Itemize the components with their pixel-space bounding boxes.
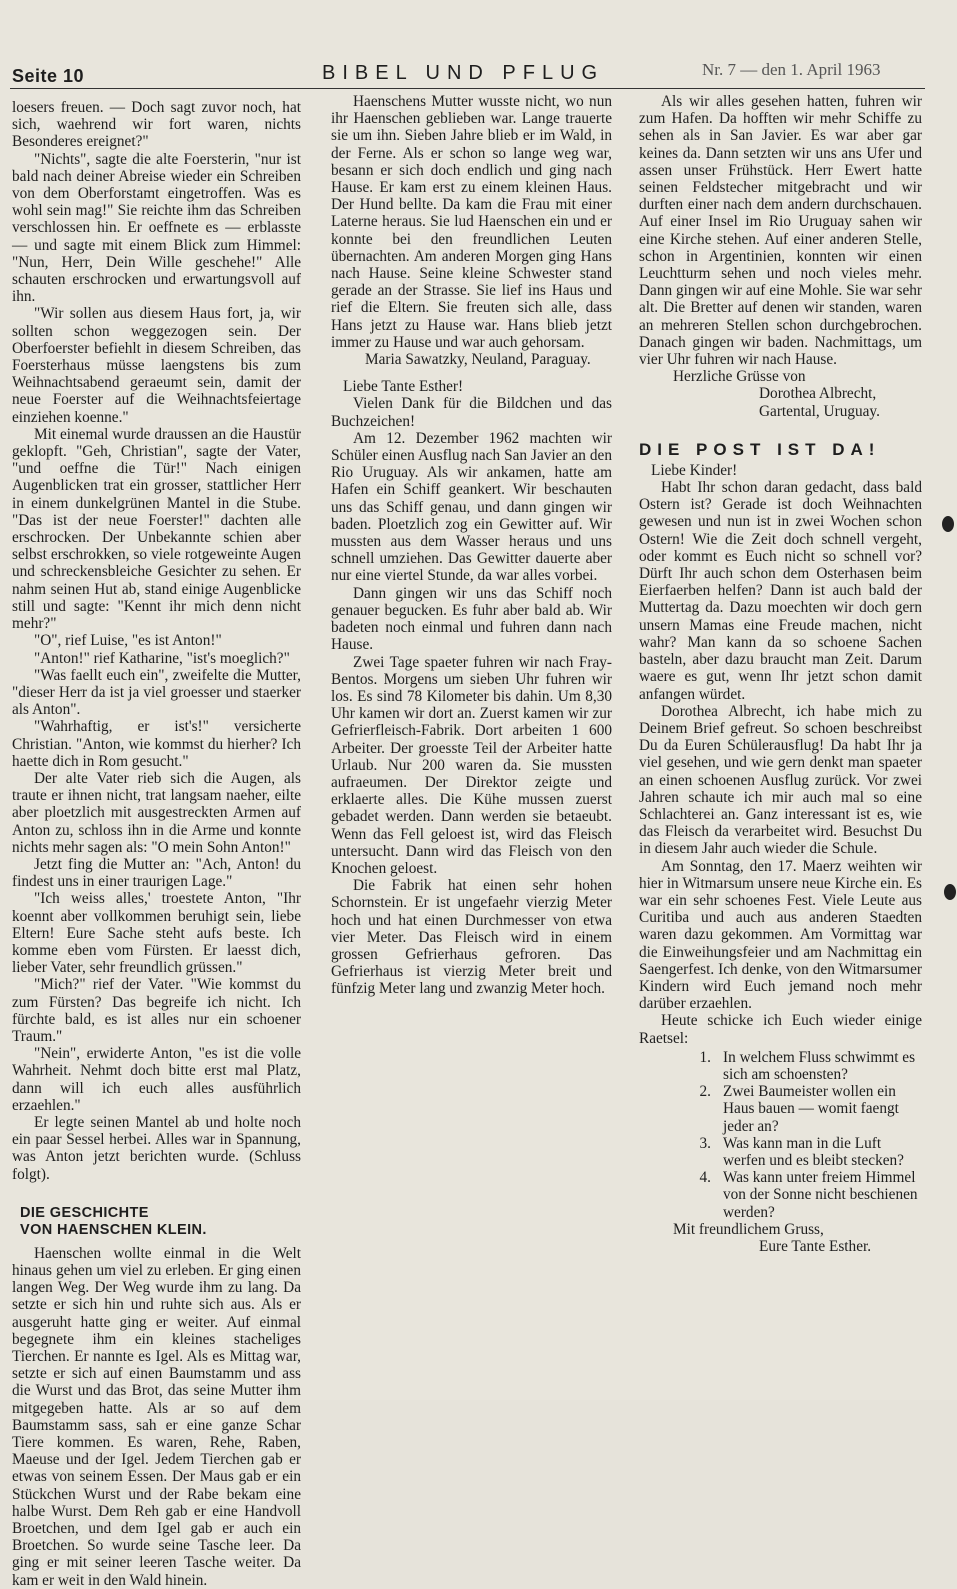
post-paragraph: Habt Ihr schon daran gedacht, dass bald Ostern ist? Gerade ist doch Weihnachten gewesen und nun ist in zwei Wochen schon Ostern! Wie die Zeit doch schnell vergeht, oder kommt es Euch nicht so schnell vor? Dürft Ihr auch schon dem Osterhasen beim Eierfaerben helfen? Dann ist auch bald der Muttertag da. Dazu moechten wir doch gern unsern Mamas eine Freude machen, nicht wahr? Man kann da so schoene Sachen basteln, aber dazu braucht man Zeit. Darum waere es gut, wenn Ihr jetzt schon damit anfangen würdet. <box>639 479 922 703</box>
story-paragraph: Jetzt fing die Mutter an: "Ach, Anton! du findest uns in einer traurigen Lage." <box>12 855 301 891</box>
letter-greeting: Liebe Tante Esther! <box>343 378 464 396</box>
riddle-text: Zwei Baumeister wollen ein Haus bauen — womit faengt jeder an? <box>723 1083 899 1135</box>
riddle-text: In welchem Fluss schwimmt es sich am schoensten? <box>723 1048 916 1083</box>
column-3 <box>639 93 922 1397</box>
haenschen-author: Maria Sawatzky, Neuland, Paraguay. <box>365 351 591 369</box>
post-heading: DIE POST IST DA! <box>639 439 881 459</box>
story-paragraph: loesers freuen. — Doch sagt zuvor noch, hat sich, waehrend wir fort waren, nichts Besonderes ereignet?" <box>12 99 301 151</box>
riddle-item <box>697 1083 922 1135</box>
binding-hole-icon <box>942 516 954 532</box>
riddle-item <box>697 1169 922 1221</box>
story-paragraph: "Was faellt euch ein", zweifelte die Mutter, "dieser Herr da ist ja viel groesser und staerker als Anton". <box>12 666 301 719</box>
header-rule <box>10 88 925 89</box>
letter-signature-place: Gartental, Uruguay. <box>759 402 880 420</box>
story-paragraph: Der alte Vater rieb sich die Augen, als traute er ihnen nicht, trat langsam naeher, eilte aber ploetzlich mit ausgestreckten Armen auf Anton zu, schloss ihn in die Arme und konnte nichts mehr sagen als: "O mein Sohn Anton!" <box>12 769 301 856</box>
story-paragraph: "Wahrhaftig, er ist's!" versicherte Christian. "Anton, wie kommst du hierher? Ich haette dich in Rom gesucht." <box>12 718 301 770</box>
letter-paragraph: Dann gingen wir uns das Schiff noch genauer begucken. Es fuhr aber bald ab. Wir badeten noch einmal und fuhren dann nach Hause. <box>331 584 612 654</box>
riddle-number: 3. <box>699 1134 711 1152</box>
riddle-text: Was kann unter freiem Himmel von der Sonne nicht beschienen werden? <box>723 1169 918 1221</box>
haenschen-paragraph: Haenschen wollte einmal in die Welt hinaus gehen um viel zu erleben. Er ging einen langen Weg. Der Weg wurde ihm zu lang. Da setzte er sich hin und ruhte sich aus. Als er ausgeruht hatte ging er weiter. Auf einmal begegnete ihm ein kleines stacheliges Tierchen. Er nannte es Igel. Als es Mittag war, setzte er sich auf einen Baumstamm und ass die Wurst und das Brot, das seine Mutter ihm mitgegeben hatte. Als ar so auf dem Baumstamm sass, sah er eine ganze Schar Tiere kommen. Es waren, Rehe, Raben, Maeuse und der Igel. Jedem Tierchen gab er etwas von seinem Essen. Der Maus gab er ein Stückchen Wurst und der Rabe bekam eine halbe Wurst. Dem Reh gab er eine Handvoll Broetchen, und dem Igel gab er auch ein Broetchen. So wurde seine Tasche leer. Da ging er mit seiner leeren Tasche weiter. Da kam er weit in den Wald hinein. <box>12 1244 301 1589</box>
publication-title: BIBEL UND PFLUG <box>322 62 605 84</box>
story-paragraph: "O", rief Luise, "es ist Anton!" <box>34 632 222 650</box>
riddle-item <box>697 1049 922 1083</box>
column-2 <box>331 93 612 1397</box>
binding-hole-icon <box>944 884 956 900</box>
page-header <box>0 58 957 88</box>
haenschen-heading-line1: DIE GESCHICHTE <box>20 1204 149 1221</box>
post-greeting: Liebe Kinder! <box>651 461 738 479</box>
story-paragraph: "Nichts", sagte die alte Foersterin, "nur ist bald nach deiner Abreise wieder ein Schreiben von dem Oberforstamt eingetroffen. Was es wohl sein mag!" Sie reichte ihm das Schreiben verschlossen hin. Er oeffnete es — erblasste — und sagte mit einem Blick zum Himmel: "Nun, Herr, Dein Wille geschehe!" Alle schauten erschrocken und erwartungsvoll auf ihn. <box>12 150 301 306</box>
riddle-number: 2. <box>699 1083 711 1101</box>
riddle-text: Was kann man in die Luft werfen und es bleibt stecken? <box>723 1134 904 1169</box>
letter-paragraph: Vielen Dank für die Bildchen und das Buchzeichen! <box>331 395 612 430</box>
post-closing: Mit freundlichem Gruss, <box>673 1220 824 1238</box>
haenschen-paragraph: Haenschens Mutter wusste nicht, wo nun ihr Haenschen geblieben war. Lange trauerte sie um ihn. Sieben Jahre blieb er im Wald, in der Ferne. Als er schon so lange weg war, besann er sich doch endlich und ging nach Hause. Er kam erst zu einem kleinen Haus. Der Hund bellte. Da kam die Frau mit einer Laterne heraus. Sie lud Haenschen ein und er konnte bei den freundlichen Leuten übernachten. Am anderen Morgen ging Hans nach Hause. Seine kleine Schwester stand gerade an der Strasse. Sie lief ins Haus und rief die Eltern. Sie freuten sich alle, dass Hans jetzt zu Hause war. Hans blieb jetzt immer zu Hause und war auch gehorsam. <box>331 93 612 351</box>
riddle-number: 4. <box>699 1169 711 1187</box>
letter-paragraph: Am 12. Dezember 1962 machten wir Schüler einen Ausflug nach San Javier an den Rio Uruguay. Als wir ankamen, hatte am Hafen ein Schiff geankert. Wir beschauten uns das Schiff genau, und dann gingen wir baden. Ploetzlich zog ein Gewitter auf. Wir mussten aus dem Wasser heraus und uns schnell umziehen. Das Gewitter dauerte aber nur eine viertel Stunde, da war alles vorbei. <box>331 429 612 585</box>
letter-closing: Herzliche Grüsse von <box>673 368 806 386</box>
column-1 <box>12 99 301 1589</box>
post-paragraph: Heute schicke ich Euch wieder einige Raetsel: <box>639 1012 922 1047</box>
story-paragraph: Mit einemal wurde draussen an die Haustür geklopft. "Geh, Christian", sagte der Vater, "und oeffne die Tür!" Nach einigen Augenblicken trat ein grosser, stattlicher Herr in einem dunkelgrünen Mantel in die Stube. "Das ist der neue Foerster!" dachten alle erschrocken. Der Unbekannte schien aber selbst erschrokken, so viele rotgeweinte Augen und schreckensbleiche Gesichter zu sehen. Er nahm seinen Hut ab, stand einige Augenblicke still und sagte: "Kennt ihr mich denn nicht mehr?" <box>12 425 301 633</box>
riddle-item <box>697 1135 922 1169</box>
story-paragraph: "Anton!" rief Katharine, "ist's moeglich?" <box>34 649 290 667</box>
post-signature: Eure Tante Esther. <box>759 1238 872 1255</box>
page-number: Seite 10 <box>12 66 85 86</box>
haenschen-heading <box>20 1205 301 1239</box>
post-paragraph: Dorothea Albrecht, ich habe mich zu Deinem Brief gefreut. So schoen beschreibst Du da Euren Schülerausflug! Da habt Ihr ja viel gesehen, und wie gern denkt man spaeter an einen schoenen Ausflug zurück. Vor zwei Jahren schaute ich mir auch mal so eine Schlachterei an. Ganz interessant ist es, wie das Fleisch da verarbeitet wird. Besuchst Du in diesem Jahr auch wieder die Schule. <box>639 702 922 858</box>
riddle-list <box>639 1049 922 1221</box>
haenschen-heading-line2: VON HAENSCHEN KLEIN. <box>20 1221 207 1238</box>
story-paragraph: "Mich?" rief der Vater. "Wie kommst du zum Fürsten? Das begreife ich nicht. Ich fürchte bald, es ist alles nur ein schoener Traum." <box>12 976 301 1045</box>
letter-paragraph: Als wir alles gesehen hatten, fuhren wir zum Hafen. Da hofften wir mehr Schiffe zu sehen als in San Javier. Es war aber gar keines da. Dann setzten wir uns ans Ufer und assen unser Frühstück. Herr Ewert hatte seinen Feldstecher mitgebracht und wir durften einer nach dem andern durchschauen. Auf einer Insel im Rio Uruguay sahen wir eine Kirche stehen. Auf einer anderen Stelle, schon in Argentinien, konnten wir einen Leuchtturm sehen und noch vieles mehr. Dann gingen wir auf eine Mohle. Sie war sehr alt. Die Bretter auf denen wir standen, waren an mehreren Stellen schon durchgebrochen. Danach gingen wir baden. Nachmittags, um vier Uhr fuhren wir nach Hause. <box>639 93 922 369</box>
riddle-number: 1. <box>699 1048 711 1066</box>
issue-date: Nr. 7 — den 1. April 1963 <box>702 60 881 79</box>
letter-signature-name: Dorothea Albrecht, <box>759 385 877 403</box>
letter-paragraph: Zwei Tage spaeter fuhren wir nach Fray-Bentos. Morgens um sieben Uhr fuhren wir los. Es sind 78 Kilometer bis dahin. Um 8,30 Uhr kamen wir dort an. Zuerst kamen wir zur Gefrierfleisch-Fabrik. Dort arbeiten 1 600 Arbeiter. Der groesste Teil der Arbeiter hatte Urlaub. Nur 200 waren da. Sie mussten aufraeumen. Der Direktor zeigte und erklaerte alles. Die Kühe mussen zuerst gebadet werden. Dann werden sie betaeubt. Wenn das Fell geloest ist, wird das Fleisch untersucht. Dann wird das Fleisch von den Knochen geloest. <box>331 653 612 877</box>
story-paragraph: Er legte seinen Mantel ab und holte noch ein paar Sessel herbei. Alles war in Spannung, was Anton jetzt berichten wurde. (Schluss folgt). <box>12 1113 301 1183</box>
letter-paragraph: Die Fabrik hat einen sehr hohen Schornstein. Er ist ungefaehr vierzig Meter hoch und hat einen Durchmesser von etwa vier Meter. Das Fleisch wird in einem grossen Gefrierhaus gefroren. Das Gefrierhaus ist vierzig Meter breit und fünfzig Meter lang und zwanzig Meter hoch. <box>331 877 612 998</box>
story-paragraph: "Wir sollen aus diesem Haus fort, ja, wir sollten schon weggezogen sein. Der Oberfoerster befiehlt in diesem Schreiben, das Foersterhaus müsse laengstens bis zum Weihnachtsabend geraeumt sein, damit der neue Foerster auf die Weihnachtsfeiertage einziehen koenne." <box>12 305 301 426</box>
story-paragraph: "Ich weiss alles,' troestete Anton, "Ihr koennt aber vollkommen beruhigt sein, liebe Eltern! Eure Sache steht aufs beste. Ich komme eben vom Fürsten. Er laesst dich, lieber Vater, sehr freundlich grüssen." <box>12 890 301 977</box>
post-paragraph: Am Sonntag, den 17. Maerz weihten wir hier in Witmarsum unsere neue Kirche ein. Es war ein sehr schoenes Fest. Viele Leute aus Curitiba und auch aus anderen Staedten waren dazu gekommen. Am Vormittag war die Einweihungsfeier und am Nachmittag ein Saengerfest. Ich denke, von den Witmarsumer Kindern wird Euch jemand noch mehr darüber erzaehlen. <box>639 857 922 1013</box>
story-paragraph: "Nein", erwiderte Anton, "es ist die volle Wahrheit. Nehmt doch bitte erst mal Platz, dann will ich euch alles ausführlich erzaehlen." <box>12 1045 301 1114</box>
